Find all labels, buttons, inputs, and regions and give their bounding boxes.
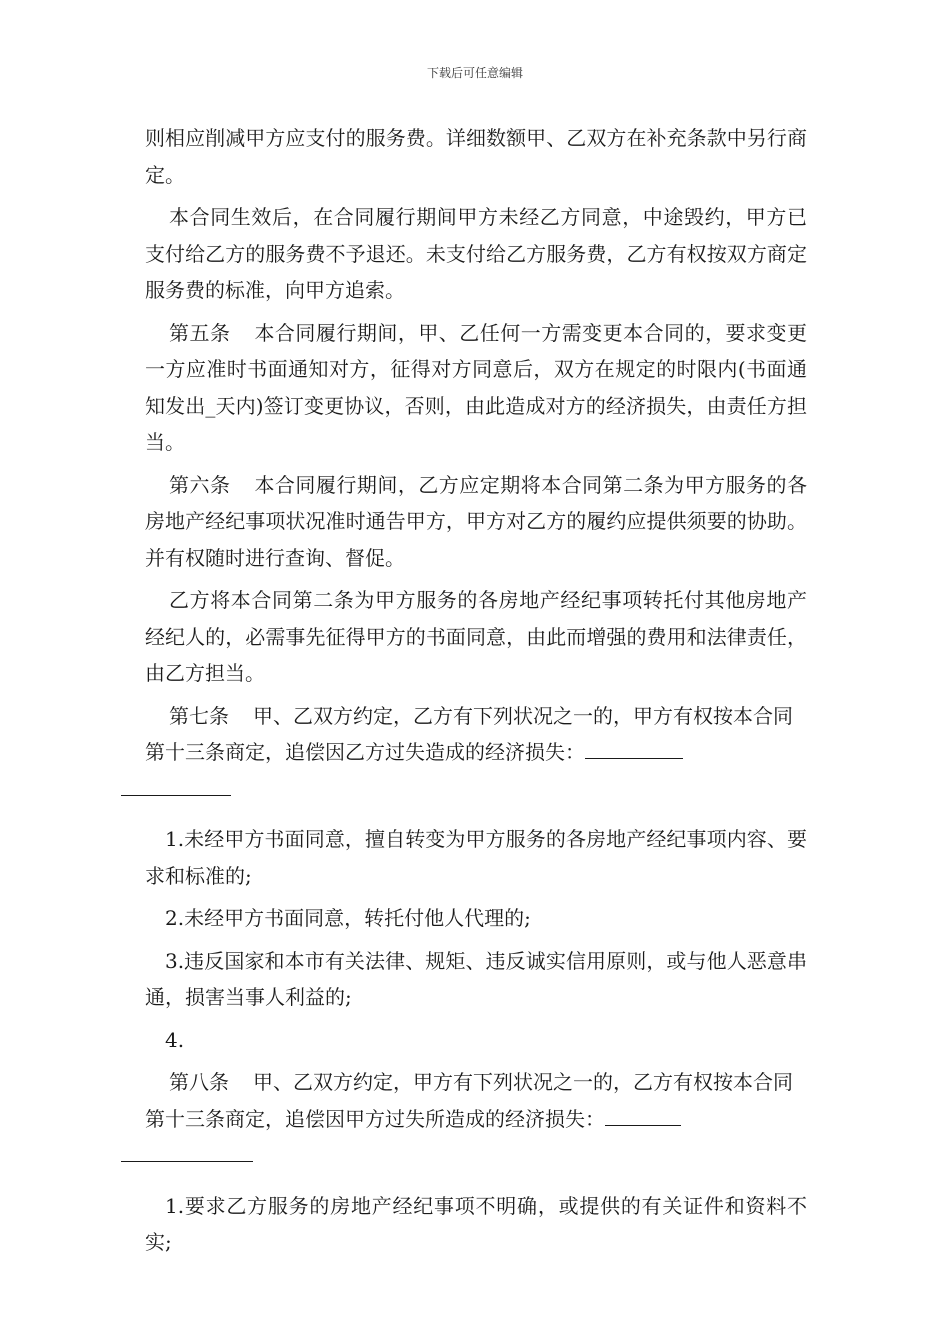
- page-header: 下载后可任意编辑: [426, 66, 523, 80]
- article-6-text: 本合同履行期间，乙方应定期将本合同第二条为甲方服务的各房地产经纪事项状况准时通告甲方，甲方对乙方的履约应提供须要的协助。并有权随时进行查询、督促。: [145, 472, 808, 570]
- article-7-label: 第七条: [169, 703, 229, 728]
- fill-blank-line-continued: [121, 1139, 253, 1162]
- article-5-label: 第五条: [169, 320, 231, 345]
- article-8: [145, 1064, 807, 1174]
- fill-blank-line: [585, 736, 683, 759]
- paragraph-subcontract: 乙方将本合同第二条为甲方服务的各房地产经纪事项转托付其他房地产经纪人的，必需事先征得甲方的书面同意，由此而增强的费用和法律责任，由乙方担当。: [145, 588, 807, 685]
- fill-blank-line-continued: [121, 773, 231, 796]
- article-8-label: 第八条: [169, 1070, 229, 1094]
- article-5-text: 本合同履行期间，甲、乙任何一方需变更本合同的，要求变更一方应准时书面通知对方，征得对方同意后，双方在规定的时限内(书面通知发出_天内)签订变更协议，否则，由此造成对方的经济损失，由责任方担当。: [145, 320, 808, 454]
- article-5: [145, 315, 807, 461]
- list-item-1: 1.未经甲方书面同意，擅自转变为甲方服务的各房地产经纪事项内容、要求和标准的;: [145, 827, 807, 888]
- document-body: [145, 120, 807, 1261]
- list-item-article-8-1: 1.要求乙方服务的房地产经纪事项不明确，或提供的有关证件和资料不实;: [145, 1193, 807, 1254]
- article-8-text: 甲、乙双方约定，甲方有下列状况之一的，乙方有权按本合同第十三条商定，追偿因甲方过失所造成的经济损失：: [145, 1070, 793, 1131]
- fill-blank-line: [605, 1103, 681, 1126]
- article-6-label: 第六条: [169, 472, 231, 497]
- article-7: [145, 698, 807, 808]
- paragraph-breach-refund: 本合同生效后，在合同履行期间甲方未经乙方同意，中途毁约，甲方已支付给乙方的服务费不予退还。未支付给乙方服务费，乙方有权按双方商定服务费的标准，向甲方追索。: [145, 205, 807, 302]
- list-item-3: 3.违反国家和本市有关法律、规矩、违反诚实信用原则，或与他人恶意串通，损害当事人利益的;: [145, 948, 807, 1009]
- article-7-text: 甲、乙双方约定，乙方有下列状况之一的，甲方有权按本合同第十三条商定，追偿因乙方过失造成的经济损失：: [145, 703, 793, 764]
- list-item-4: 4.: [165, 1027, 185, 1052]
- paragraph-service-fee-reduction: 则相应削减甲方应支付的服务费。详细数额甲、乙双方在补充条款中另行商定。: [145, 126, 807, 187]
- list-item-2: 2.未经甲方书面同意，转托付他人代理的;: [165, 906, 531, 930]
- article-6: [145, 467, 807, 577]
